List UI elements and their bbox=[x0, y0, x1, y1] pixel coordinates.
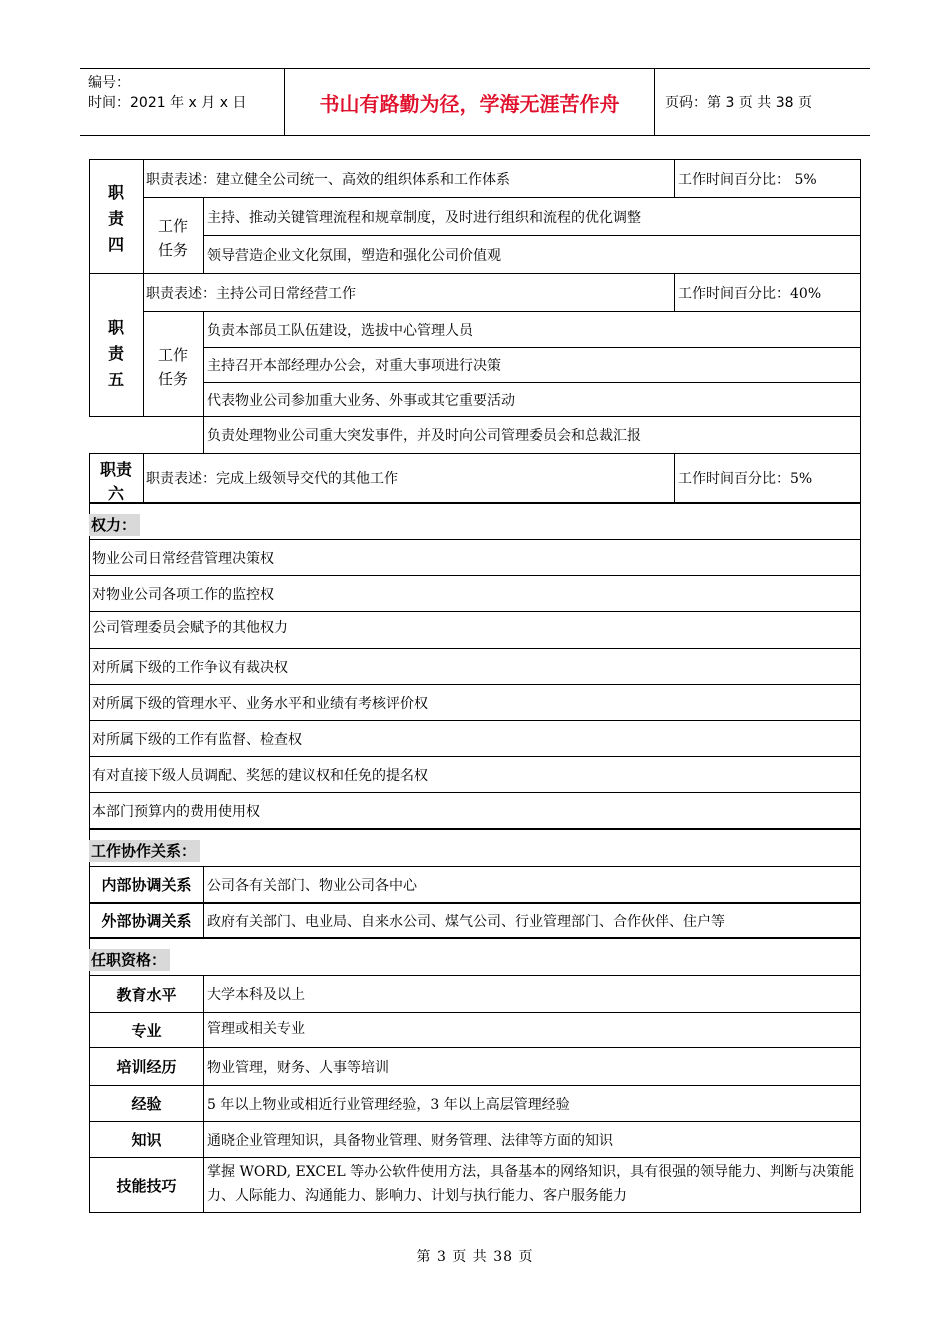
document-number-label: 编号： bbox=[88, 75, 130, 91]
skills-value: 掌握 WORD, EXCEL 等办公软件使用方法，具备基本的网络知识，具有很强的领导能力、判断与决策能力、人际能力、沟通能力、影响力、计划与执行能力、客户服务能力 bbox=[207, 1164, 855, 1204]
header-motto: 书山有路勤为径，学海无涯苦作舟 bbox=[284, 69, 655, 135]
authority-item: 有对直接下级人员调配、奖惩的建议权和任免的提名权 bbox=[92, 767, 428, 784]
duty-5-task-1: 负责本部员工队伍建设，选拔中心管理人员 bbox=[207, 322, 473, 339]
major-value: 管理或相关专业 bbox=[207, 1021, 305, 1037]
knowledge-label: 知识 bbox=[131, 1131, 162, 1149]
duty-4-task-label: 工作 任务 bbox=[157, 217, 188, 259]
authority-item: 对所属下级的工作争议有裁决权 bbox=[92, 659, 288, 676]
internal-coordination-label: 内部协调关系 bbox=[101, 876, 192, 894]
training-value: 物业管理，财务、人事等培训 bbox=[207, 1059, 389, 1076]
duty-5-task-4: 负责处理物业公司重大突发事件，并及时向公司管理委员会和总裁汇报 bbox=[207, 428, 641, 444]
document-date: 时间：2021 年 x 月 x 日 bbox=[88, 95, 247, 111]
external-coordination-value: 政府有关部门、电业局、自来水公司、煤气公司、行业管理部门、合作伙伴、住户等 bbox=[207, 913, 725, 930]
duty-5-task-2: 主持召开本部经理办公会，对重大事项进行决策 bbox=[207, 358, 501, 374]
authority-item: 本部门预算内的费用使用权 bbox=[92, 803, 260, 820]
education-label: 教育水平 bbox=[116, 985, 177, 1004]
knowledge-value: 通晓企业管理知识，具备物业管理、财务管理、法律等方面的知识 bbox=[207, 1132, 613, 1149]
authority-item: 对物业公司各项工作的监控权 bbox=[92, 586, 274, 603]
page-header bbox=[80, 68, 870, 136]
header-meta bbox=[80, 69, 284, 135]
duty-4-time-percent: 工作时间百分比： 5% bbox=[678, 171, 817, 188]
duty-6-label: 职责 六 bbox=[99, 460, 132, 503]
authority-item: 物业公司日常经营管理决策权 bbox=[92, 550, 274, 567]
internal-coordination-value: 公司各有关部门、物业公司各中心 bbox=[207, 877, 417, 894]
header-page-number: 页码：第 3 页 共 38 页 bbox=[665, 95, 812, 111]
cooperation-section-title: 工作协作关系： bbox=[89, 840, 200, 862]
authority-item: 对所属下级的管理水平、业务水平和业绩有考核评价权 bbox=[92, 695, 428, 712]
duty-4-label: 职 责 四 bbox=[107, 183, 124, 254]
duty-6-time-percent: 工作时间百分比：5% bbox=[678, 471, 813, 487]
duty-5-task-3: 代表物业公司参加重大业务、外事或其它重要活动 bbox=[207, 392, 515, 409]
authority-item: 公司管理委员会赋予的其他权力 bbox=[92, 620, 288, 636]
experience-value: 5 年以上物业或相近行业管理经验，3 年以上高层管理经验 bbox=[207, 1096, 570, 1113]
duty-5-time-percent: 工作时间百分比：40% bbox=[678, 285, 822, 302]
duty-4-description: 职责表述：建立健全公司统一、高效的组织体系和工作体系 bbox=[146, 171, 510, 188]
major-label: 专业 bbox=[131, 1021, 162, 1040]
duty-5-label: 职 责 五 bbox=[107, 318, 124, 389]
duty-4-task-1: 主持、推动关键管理流程和规章制度，及时进行组织和流程的优化调整 bbox=[207, 209, 641, 226]
duty-4-task-2: 领导营造企业文化氛围，塑造和强化公司价值观 bbox=[207, 247, 501, 264]
duty-6-description: 职责表述：完成上级领导交代的其他工作 bbox=[146, 471, 398, 487]
external-coordination-label: 外部协调关系 bbox=[101, 912, 192, 930]
training-label: 培训经历 bbox=[116, 1058, 177, 1076]
authority-section-title: 权力： bbox=[89, 514, 140, 536]
qualifications-section-title: 任职资格： bbox=[89, 949, 170, 971]
duty-5-description: 职责表述：主持公司日常经营工作 bbox=[146, 285, 356, 302]
page-footer: 第 3 页 共 38 页 bbox=[416, 1249, 534, 1265]
education-value: 大学本科及以上 bbox=[207, 987, 305, 1003]
skills-label: 技能技巧 bbox=[116, 1176, 177, 1195]
experience-label: 经验 bbox=[131, 1095, 162, 1113]
authority-item: 对所属下级的工作有监督、检查权 bbox=[92, 731, 302, 748]
duty-5-task-label: 工作 任务 bbox=[157, 346, 188, 388]
